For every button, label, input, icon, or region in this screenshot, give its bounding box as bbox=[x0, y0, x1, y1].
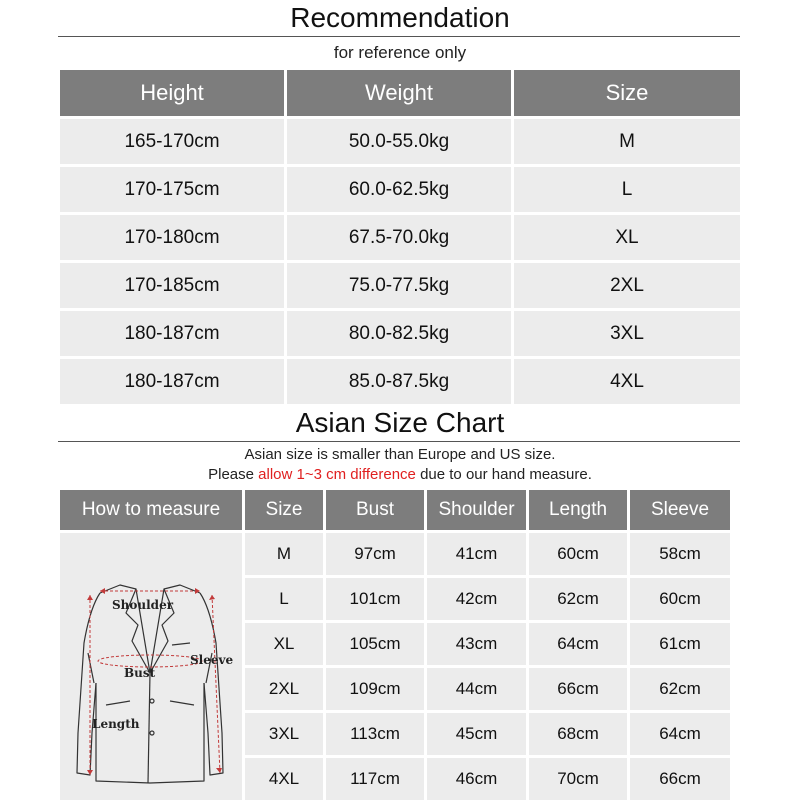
cell-shoulder: 43cm bbox=[427, 623, 526, 665]
cell-bust: 113cm bbox=[326, 713, 424, 755]
cell-shoulder: 42cm bbox=[427, 578, 526, 620]
cell-weight: 75.0-77.5kg bbox=[287, 263, 511, 308]
table-row bbox=[60, 263, 740, 308]
cell-length: 60cm bbox=[529, 533, 627, 575]
cell-size: 2XL bbox=[514, 263, 740, 308]
asian-note-line2 bbox=[0, 466, 800, 483]
cell-length: 66cm bbox=[529, 668, 627, 710]
cell-size: 3XL bbox=[514, 311, 740, 356]
table-row bbox=[60, 119, 740, 164]
cell-size: XL bbox=[514, 215, 740, 260]
cell-shoulder: 46cm bbox=[427, 758, 526, 800]
cell-length: 62cm bbox=[529, 578, 627, 620]
cell-weight: 85.0-87.5kg bbox=[287, 359, 511, 404]
jacket-measurement-diagram-icon bbox=[60, 533, 242, 800]
cell-bust: 105cm bbox=[326, 623, 424, 665]
cell-bust: 109cm bbox=[326, 668, 424, 710]
cell-length: 68cm bbox=[529, 713, 627, 755]
label-shoulder: Shoulder bbox=[112, 598, 174, 612]
header-length: Length bbox=[529, 490, 627, 530]
recommendation-header-row bbox=[60, 70, 740, 116]
cell-size: 2XL bbox=[245, 668, 323, 710]
cell-size: M bbox=[514, 119, 740, 164]
cell-shoulder: 44cm bbox=[427, 668, 526, 710]
cell-sleeve: 64cm bbox=[630, 713, 730, 755]
recommendation-table bbox=[60, 70, 740, 404]
table-row bbox=[245, 533, 730, 575]
header-height: Height bbox=[60, 70, 284, 116]
cell-sleeve: 58cm bbox=[630, 533, 730, 575]
cell-height: 165-170cm bbox=[60, 119, 284, 164]
cell-bust: 117cm bbox=[326, 758, 424, 800]
cell-bust: 97cm bbox=[326, 533, 424, 575]
cell-size: XL bbox=[245, 623, 323, 665]
cell-size: L bbox=[514, 167, 740, 212]
cell-size: M bbox=[245, 533, 323, 575]
asian-note-line1: Asian size is smaller than Europe and US size. bbox=[244, 446, 556, 463]
table-row bbox=[245, 713, 730, 755]
recommendation-subtitle: for reference only bbox=[333, 43, 467, 62]
cell-size: 4XL bbox=[245, 758, 323, 800]
label-sleeve: Sleeve bbox=[190, 653, 234, 667]
recommendation-title: Recommendation bbox=[290, 2, 510, 33]
header-bust: Bust bbox=[326, 490, 424, 530]
cell-length: 70cm bbox=[529, 758, 627, 800]
title-divider bbox=[58, 36, 740, 37]
table-row bbox=[60, 311, 740, 356]
cell-size: L bbox=[245, 578, 323, 620]
cell-height: 180-187cm bbox=[60, 359, 284, 404]
cell-height: 170-185cm bbox=[60, 263, 284, 308]
asian-rows bbox=[245, 533, 730, 800]
cell-weight: 50.0-55.0kg bbox=[287, 119, 511, 164]
cell-length: 64cm bbox=[529, 623, 627, 665]
table-row bbox=[60, 359, 740, 404]
table-row bbox=[60, 167, 740, 212]
note-highlight: allow 1~3 cm difference bbox=[258, 466, 416, 483]
cell-weight: 67.5-70.0kg bbox=[287, 215, 511, 260]
header-size: Size bbox=[245, 490, 323, 530]
asian-chart-title: Asian Size Chart bbox=[295, 407, 505, 438]
cell-height: 170-180cm bbox=[60, 215, 284, 260]
cell-height: 180-187cm bbox=[60, 311, 284, 356]
cell-sleeve: 66cm bbox=[630, 758, 730, 800]
cell-sleeve: 61cm bbox=[630, 623, 730, 665]
cell-weight: 80.0-82.5kg bbox=[287, 311, 511, 356]
header-how-to-measure: How to measure bbox=[60, 490, 242, 530]
asian-divider bbox=[58, 441, 740, 442]
asian-table-body bbox=[60, 533, 740, 800]
cell-shoulder: 45cm bbox=[427, 713, 526, 755]
cell-bust: 101cm bbox=[326, 578, 424, 620]
table-row bbox=[245, 668, 730, 710]
cell-shoulder: 41cm bbox=[427, 533, 526, 575]
note-prefix: Please bbox=[208, 466, 259, 483]
header-shoulder: Shoulder bbox=[427, 490, 526, 530]
label-length: Length bbox=[92, 717, 140, 731]
asian-header-row bbox=[60, 490, 740, 530]
cell-size: 4XL bbox=[514, 359, 740, 404]
header-sleeve: Sleeve bbox=[630, 490, 730, 530]
label-bust: Bust bbox=[124, 666, 156, 680]
cell-sleeve: 60cm bbox=[630, 578, 730, 620]
cell-height: 170-175cm bbox=[60, 167, 284, 212]
table-row bbox=[245, 623, 730, 665]
note-suffix: due to our hand measure. bbox=[415, 466, 592, 483]
table-row bbox=[60, 215, 740, 260]
header-size: Size bbox=[514, 70, 740, 116]
cell-size: 3XL bbox=[245, 713, 323, 755]
header-weight: Weight bbox=[287, 70, 511, 116]
asian-size-table bbox=[60, 490, 740, 800]
table-row bbox=[245, 578, 730, 620]
cell-weight: 60.0-62.5kg bbox=[287, 167, 511, 212]
table-row bbox=[245, 758, 730, 800]
cell-sleeve: 62cm bbox=[630, 668, 730, 710]
